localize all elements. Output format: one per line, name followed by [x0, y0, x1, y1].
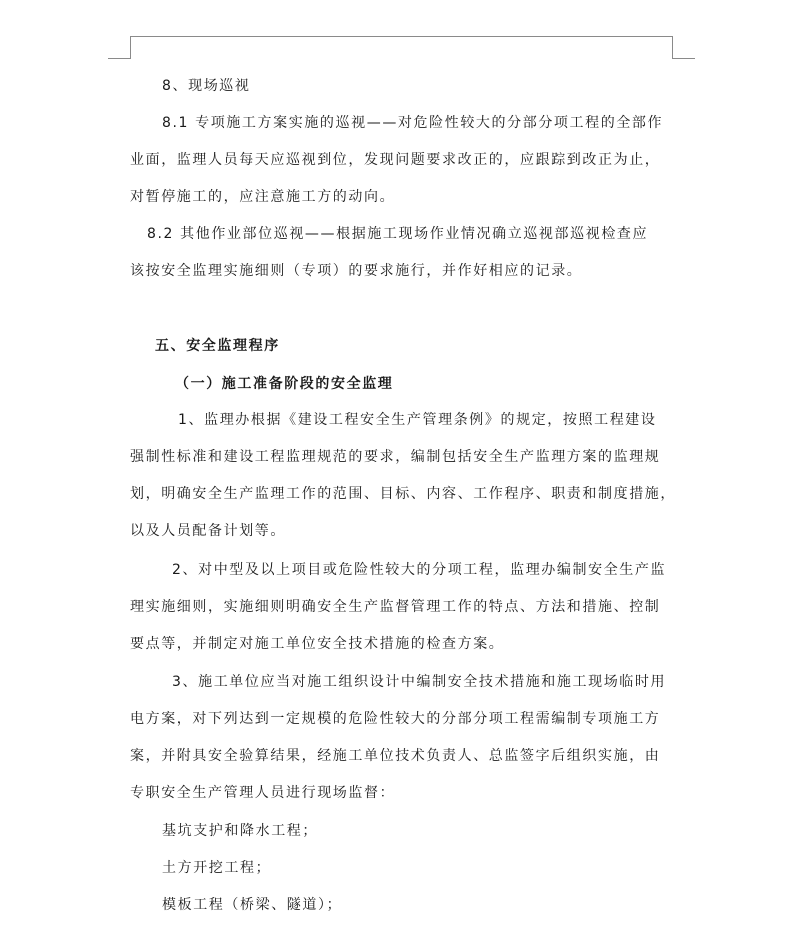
paragraph-line: 3、施工单位应当对施工组织设计中编制安全技术措施和施工现场临时用	[172, 674, 667, 690]
header-margin-line	[130, 36, 672, 37]
section-heading-8: 8、现场巡视	[162, 78, 251, 94]
paragraph-line: 案，并附具安全验算结果，经施工单位技术负责人、总监签字后组织实施，由	[130, 748, 661, 764]
paragraph-line: 强制性标准和建设工程监理规范的要求，编制包括安全生产监理方案的监理规	[130, 449, 661, 465]
list-item: 土方开挖工程；	[162, 860, 272, 876]
page-corner-mark-right	[672, 36, 695, 59]
subsection-heading: （一）施工准备阶段的安全监理	[175, 376, 394, 392]
paragraph-line: 专职安全生产管理人员进行现场监督：	[130, 785, 396, 801]
chapter-heading: 五、安全监理程序	[155, 338, 280, 354]
paragraph-line: 电方案，对下列达到一定规模的危险性较大的分部分项工程需编制专项施工方	[130, 711, 661, 727]
paragraph-line: 8.2 其他作业部位巡视——根据施工现场作业情况确立巡视部巡视检查应	[147, 226, 649, 242]
paragraph-line: 要点等，并制定对施工单位安全技术措施的检查方案。	[130, 636, 505, 652]
paragraph-line: 业面，监理人员每天应巡视到位，发现问题要求改正的，应跟踪到改正为止，	[130, 152, 661, 168]
paragraph-line: 1、监理办根据《建设工程安全生产管理条例》的规定，按照工程建设	[178, 412, 657, 428]
list-item: 基坑支护和降水工程；	[162, 823, 318, 839]
paragraph-line: 对暂停施工的，应注意施工方的动向。	[130, 189, 396, 205]
paragraph-line: 划，明确安全生产监理工作的范围、目标、内容、工作程序、职责和制度措施，	[130, 486, 676, 502]
paragraph-line: 以及人员配备计划等。	[130, 523, 286, 539]
paragraph-line: 2、对中型及以上项目或危险性较大的分项工程，监理办编制安全生产监	[172, 562, 667, 578]
list-item: 模板工程（桥梁、隧道）；	[162, 897, 343, 913]
paragraph-line: 该按安全监理实施细则（专项）的要求施行，并作好相应的记录。	[130, 263, 583, 279]
page-corner-mark-left	[108, 36, 131, 59]
paragraph-line: 8.1 专项施工方案实施的巡视——对危险性较大的分部分项工程的全部作	[162, 115, 664, 131]
paragraph-line: 理实施细则，实施细则明确安全生产监督管理工作的特点、方法和措施、控制	[130, 599, 661, 615]
